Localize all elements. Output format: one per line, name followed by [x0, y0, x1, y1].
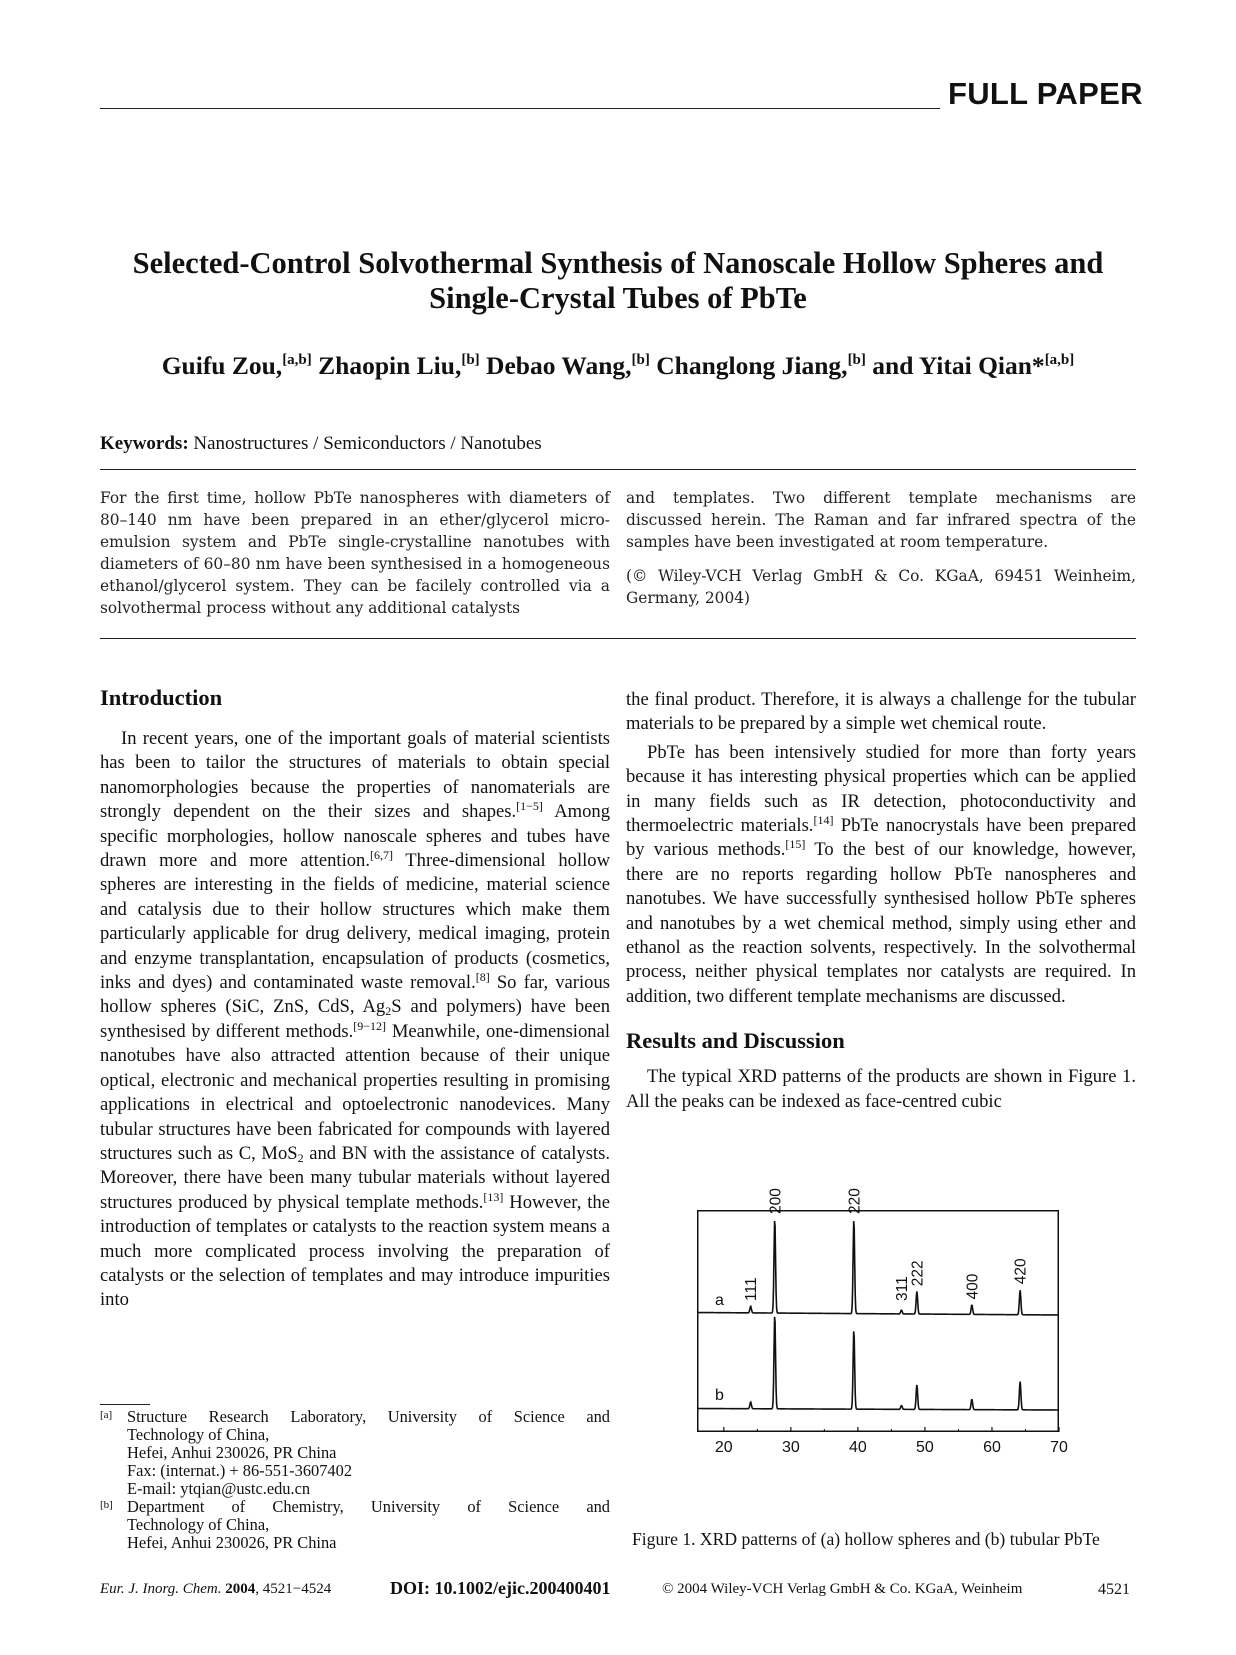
- x-tick-label: 70: [1050, 1439, 1068, 1456]
- intro-text: Meanwhile, one-dimensional nanotubes have also attracted attention because of their unique optical, electronic and mechanical properties resulting in promising applications in electrical and optoelectronic nanodevices. Many tubular structures have been fabricated for compounds with layered structures such as C, MoS: [100, 1020, 610, 1164]
- left-column: [100, 684, 610, 1313]
- footnote-line: Department of Chemistry, University of Science and: [127, 1497, 610, 1516]
- intro-text: S and polymers) have been synthesised by different methods.: [100, 996, 611, 1042]
- footnote-email[interactable]: E-mail: ytqian@ustc.edu.cn: [127, 1479, 311, 1498]
- footnote-line: Fax: (internat.) + 86-551-3607402: [127, 1461, 353, 1480]
- results-paragraph-1: The typical XRD patterns of the products are shown in Figure 1. All the peaks can be indexed as face-centred cubic: [626, 1066, 1136, 1112]
- footnote-line: Technology of China,: [127, 1425, 270, 1444]
- results-heading: Results and Discussion: [626, 1028, 845, 1054]
- article-title: [100, 246, 1136, 316]
- author-name: Debao Wang,: [479, 351, 632, 380]
- author-name: Changlong Jiang,: [649, 351, 848, 380]
- footnote-line: Hefei, Anhui 230026, PR China: [127, 1443, 337, 1462]
- footer-citation: [100, 1581, 331, 1598]
- series-label: b: [715, 1387, 724, 1404]
- intro-text: However, the introduction of templates or catalysts to the reaction system means a much more complicated process involving the preparation of catalysts or the selection of templates and may introduce impurities into: [100, 1191, 610, 1311]
- x-tick-label: 50: [916, 1439, 934, 1456]
- abstract-left: [100, 487, 610, 619]
- footnote-a: [100, 1408, 610, 1498]
- abstract-copyright: (© Wiley-VCH Verlag GmbH & Co. KGaA, 69451 Weinheim, Germany, 2004): [626, 567, 1136, 607]
- footnote-line: Structure Research Laboratory, University of Science and: [127, 1407, 610, 1426]
- footer-copyright: © 2004 Wiley-VCH Verlag GmbH & Co. KGaA, Weinheim: [662, 1581, 1023, 1597]
- x-tick-label: 60: [983, 1439, 1001, 1456]
- plot-frame: [698, 1211, 1059, 1432]
- abstract-text-right: and templates. Two different template mechanisms are discussed herein. The Raman and far infrared spectra of the samples have been investigated at room temperature.: [626, 489, 1136, 551]
- peak-label: 400: [964, 1273, 982, 1300]
- journal-name: Eur. J. Inorg. Chem.: [100, 1581, 222, 1597]
- journal-pages: , 4521−4524: [255, 1581, 332, 1597]
- title-line-1: Selected-Control Solvothermal Synthesis of Nanoscale Hollow Spheres and: [132, 246, 1104, 280]
- subscript: 2: [385, 1004, 392, 1019]
- intro-text: Three-dimensional hollow spheres are interesting in the fields of medicine, material science and catalysis due to their hollow structures which make them particularly applicable for drug delivery, medical imaging, protein and enzyme transplantation, encapsulation of products (cosmetics, inks and dyes) and contaminated waste removal.: [100, 850, 611, 994]
- footnote-b: [100, 1498, 610, 1552]
- series-label: a: [715, 1292, 724, 1309]
- peak-label: 111: [743, 1277, 761, 1301]
- intro-text: So far, various hollow spheres (SiC, ZnS, CdS, Ag: [100, 972, 610, 1018]
- abstract-text-left: For the first time, hollow PbTe nanospheres with diameters of 80–140 nm have been prepared in an ether/glycerol micro-emulsion system and PbTe single-crystalline nanotubes with diameters of 60–80 nm have been synthesised in a homogeneous ethanol/glycerol system. They can be facilely controlled via a solvothermal process without any additional catalysts: [100, 489, 610, 617]
- peak-label: 420: [1012, 1258, 1030, 1285]
- intro-text: To the best of our knowledge, however, there are no reports regarding hollow PbTe nanospheres and nanotubes. We have successfully synthesised hollow PbTe spheres and nanotubes by a wet chemical method, simply using ether and ethanol as the reaction solvents, respectively. In the solvothermal process, neither physical templates nor catalysts are required. In addition, two different template mechanisms are discussed.: [626, 839, 1136, 1007]
- keywords-label: Keywords:: [100, 433, 189, 454]
- footnote-rule: [100, 1404, 150, 1405]
- keywords: [100, 433, 542, 455]
- x-tick-label: 30: [781, 1439, 800, 1456]
- x-tick-label: 40: [848, 1439, 867, 1456]
- page-number: 4521: [1098, 1581, 1130, 1598]
- peak-label: 200: [767, 1188, 785, 1214]
- header-rule: [100, 108, 940, 109]
- title-line-2: Single-Crystal Tubes of PbTe: [429, 281, 807, 315]
- xrd-figure: [697, 1188, 1068, 1468]
- affiliation-footnotes: [100, 1408, 610, 1552]
- author-affiliation: [a,b]: [282, 352, 312, 368]
- abstract-top-rule: [100, 469, 1136, 470]
- figure-caption: Figure 1. XRD patterns of (a) hollow spheres and (b) tubular PbTe: [632, 1529, 1100, 1549]
- introduction-paragraph-1: [100, 727, 610, 1313]
- author-list: [100, 350, 1136, 382]
- footnote-line: Technology of China,: [127, 1515, 270, 1534]
- citation: [1−5]: [516, 799, 543, 814]
- intro-text: Among specific morphologies, hollow nanoscale spheres and tubes have drawn more and more attention.: [100, 801, 610, 872]
- author-name: Zhaopin Liu,: [311, 351, 462, 380]
- abstract-right: [626, 487, 1136, 609]
- author-name: Guifu Zou,: [161, 351, 283, 380]
- citation: [6,7]: [369, 848, 393, 863]
- citation: [8]: [475, 970, 490, 985]
- keywords-text: Nanostructures / Semiconductors / Nanotubes: [193, 433, 542, 454]
- series-line: [697, 1317, 1059, 1410]
- journal-year: 2004: [225, 1581, 256, 1597]
- author-name: and Yitai Qian*: [865, 351, 1045, 380]
- footnote-line: Hefei, Anhui 230026, PR China: [127, 1533, 337, 1552]
- footnote-mark: [b]: [100, 1499, 113, 1511]
- author-affiliation: [b]: [461, 352, 480, 368]
- subscript: 2: [297, 1150, 304, 1165]
- citation: [13]: [483, 1189, 504, 1204]
- intro-text: In recent years, one of the important goals of material scientists has been to tailor the structures of materials to obtain special nanomorphologies because the properties of nanomaterials are strongly dependent on the their sizes and shapes.: [100, 728, 610, 823]
- right-column: [626, 688, 1136, 1114]
- intro-text: PbTe has been intensively studied for more than forty years because it has interesting physical properties which can be applied in many fields such as IR detection, photoconductivity and thermoelectric materials.: [626, 741, 1136, 837]
- introduction-paragraph-2: [626, 741, 1136, 1009]
- peak-label: 311: [894, 1276, 911, 1301]
- author-affiliation: [b]: [847, 352, 866, 368]
- intro-text: PbTe nanocrystals have been prepared by various methods.: [626, 815, 1136, 861]
- intro-text: and BN with the assistance of catalysts. Moreover, there have been many tubular materials without layered structures produced by physical template methods.: [100, 1142, 610, 1213]
- xrd-chart: [697, 1188, 1068, 1468]
- footer-doi[interactable]: DOI: 10.1002/ejic.200400401: [390, 1578, 611, 1598]
- peak-label: 220: [846, 1188, 864, 1214]
- citation: [14]: [813, 813, 834, 828]
- citation: [9−12]: [353, 1018, 387, 1033]
- citation: [15]: [785, 837, 806, 852]
- introduction-continuation: the final product. Therefore, it is always a challenge for the tubular materials to be prepared by a simple wet chemical route.: [626, 689, 1136, 735]
- x-tick-label: 20: [714, 1439, 733, 1456]
- footnote-mark: [a]: [100, 1409, 113, 1421]
- introduction-heading: Introduction: [100, 685, 223, 710]
- peak-label: 222: [909, 1260, 927, 1287]
- author-affiliation: [b]: [631, 352, 650, 368]
- author-affiliation: [a,b]: [1044, 352, 1075, 368]
- section-label: FULL PAPER: [948, 76, 1143, 111]
- abstract-bottom-rule: [100, 638, 1136, 639]
